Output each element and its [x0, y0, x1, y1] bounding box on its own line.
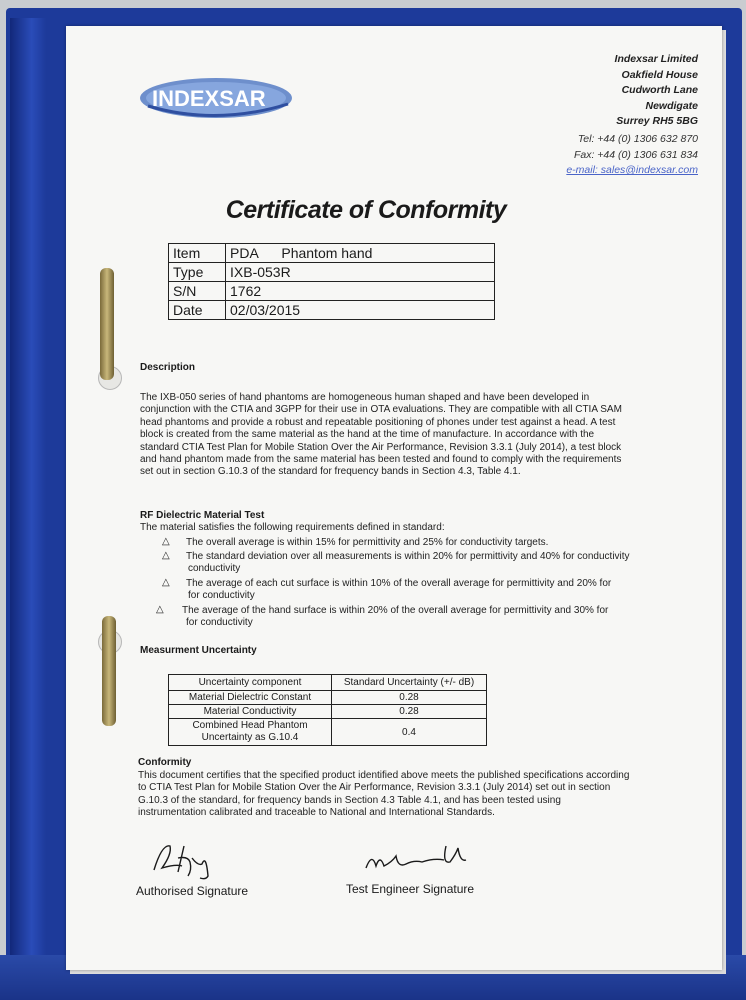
- conformity-line: to CTIA Test Plan for Mobile Station Over the Air Performance, Revision 3.3.1 (July 2014) set out in section: [138, 782, 611, 794]
- description-line: standard CTIA Test Plan for Mobile Station Over the Air Performance, Revision 3.3.1 (July 2014), a test block: [140, 441, 622, 453]
- table-cell: 0.4: [332, 719, 487, 746]
- authorised-signature-scribble: [148, 836, 230, 882]
- product-info-table: [168, 243, 495, 320]
- date-label: Date: [169, 301, 226, 320]
- description-line: and hand phantom made from the same material has been tested and found to comply with the requirements: [140, 454, 622, 466]
- conformity-text: [138, 770, 708, 820]
- address-line: Oakfield House: [621, 68, 698, 81]
- uncertainty-table: [168, 674, 487, 746]
- description-heading: Description: [140, 362, 196, 373]
- table-cell: 0.28: [332, 691, 487, 705]
- email-link[interactable]: e-mail: sales@indexsar.com: [566, 164, 698, 176]
- info-row-sn: [169, 282, 495, 301]
- table-row: [169, 691, 487, 705]
- column-header: Uncertainty component: [169, 675, 332, 691]
- engineer-signature-label: Test Engineer Signature: [346, 882, 475, 896]
- logo-text: INDEXSAR: [152, 86, 266, 111]
- info-row-date: [169, 301, 495, 320]
- description-line: head phantoms and provide a robust and repeatable positioning of phones under test against a head. A test: [140, 416, 616, 428]
- company-contact: [566, 132, 698, 179]
- conformity-line: This document certifies that the specified product identified above meets the published specifications according: [138, 770, 630, 781]
- sn-value: 1762: [226, 282, 495, 301]
- uncertainty-heading: Measurment Uncertainty: [140, 645, 257, 656]
- description-line: The IXB-050 series of hand phantoms are homogeneous human shaped and have been developed in: [140, 392, 590, 403]
- document-title: Certificate of Conformity: [225, 196, 507, 224]
- folder-clip-bottom: [102, 616, 116, 726]
- rf-bullet: The average of each cut surface is within 10% of the overall average for permittivity and 20% for: [186, 578, 612, 589]
- table-cell: Material Dielectric Constant: [169, 691, 332, 705]
- info-row-type: [169, 263, 495, 282]
- type-label: Type: [169, 263, 226, 282]
- triangle-bullet-icon: △: [156, 604, 164, 615]
- column-header: Standard Uncertainty (+/- dB): [332, 675, 487, 691]
- conformity-line: G.10.3 of the standard, for frequency bands in Section 4.3 Table 4.1, and has been tested using: [138, 794, 561, 806]
- item-value: PDA Phantom hand: [226, 244, 495, 263]
- rf-bullet: The overall average is within 15% for permittivity and 25% for conductivity targets.: [186, 537, 549, 548]
- cell-line: Uncertainty as G.10.4: [201, 732, 299, 743]
- address-line: Indexsar Limited: [614, 53, 698, 65]
- indexsar-logo: [138, 74, 298, 124]
- address-line: Newdigate: [645, 99, 698, 112]
- description-text: [140, 392, 700, 479]
- rf-bullet-continuation: conductivity: [188, 563, 241, 574]
- rf-test-intro: The material satisfies the following requirements defined in standard:: [140, 522, 445, 533]
- rf-bullet-continuation: for conductivity: [186, 617, 253, 628]
- phone-number: Tel: +44 (0) 1306 632 870: [577, 133, 698, 145]
- cell-line: Combined Head Phantom: [192, 720, 308, 731]
- folder-spine: [10, 18, 46, 978]
- table-cell: Material Conductivity: [169, 705, 332, 719]
- folder-clip-top: [100, 268, 114, 380]
- info-row-item: [169, 244, 495, 263]
- rf-bullet: The standard deviation over all measurements is within 20% for permittivity and 40% for conductivity: [186, 551, 630, 562]
- item-label: Item: [169, 244, 226, 263]
- triangle-bullet-icon: △: [162, 550, 170, 561]
- table-row: [169, 705, 487, 719]
- sn-label: S/N: [169, 282, 226, 301]
- company-address: [615, 52, 698, 130]
- description-line: set out in section G.10.3 of the standard for frequency bands in Section 4.3, Table 4.1.: [140, 466, 521, 478]
- table-cell: 0.28: [332, 705, 487, 719]
- address-line: Cudworth Lane: [621, 84, 698, 96]
- rf-test-heading: RF Dielectric Material Test: [140, 510, 265, 521]
- conformity-line: instrumentation calibrated and traceable to National and International Standards.: [138, 807, 495, 819]
- table-row: [169, 719, 487, 746]
- authorised-signature-label: Authorised Signature: [136, 884, 249, 898]
- description-line: conjunction with the CTIA and 3GPP for their use in OTA evaluations. They are compatible with all CTIA SAM: [140, 404, 622, 416]
- conformity-heading: Conformity: [138, 757, 192, 768]
- rf-bullet: The average of the hand surface is within 20% of the overall average for permittivity and 30% for: [182, 605, 609, 616]
- rf-bullet-continuation: for conductivity: [188, 590, 255, 601]
- type-value: IXB-053R: [226, 263, 495, 282]
- triangle-bullet-icon: △: [162, 536, 170, 547]
- engineer-signature-scribble: [362, 842, 486, 876]
- triangle-bullet-icon: △: [162, 577, 170, 588]
- date-value: 02/03/2015: [226, 301, 495, 320]
- description-line: block is created from the same material as the hand at the time of manufacture. In accordance with the: [140, 429, 595, 441]
- table-cell: [169, 719, 332, 746]
- fax-number: Fax: +44 (0) 1306 631 834: [573, 148, 698, 161]
- table-header-row: [169, 675, 487, 691]
- address-line: Surrey RH5 5BG: [616, 115, 698, 127]
